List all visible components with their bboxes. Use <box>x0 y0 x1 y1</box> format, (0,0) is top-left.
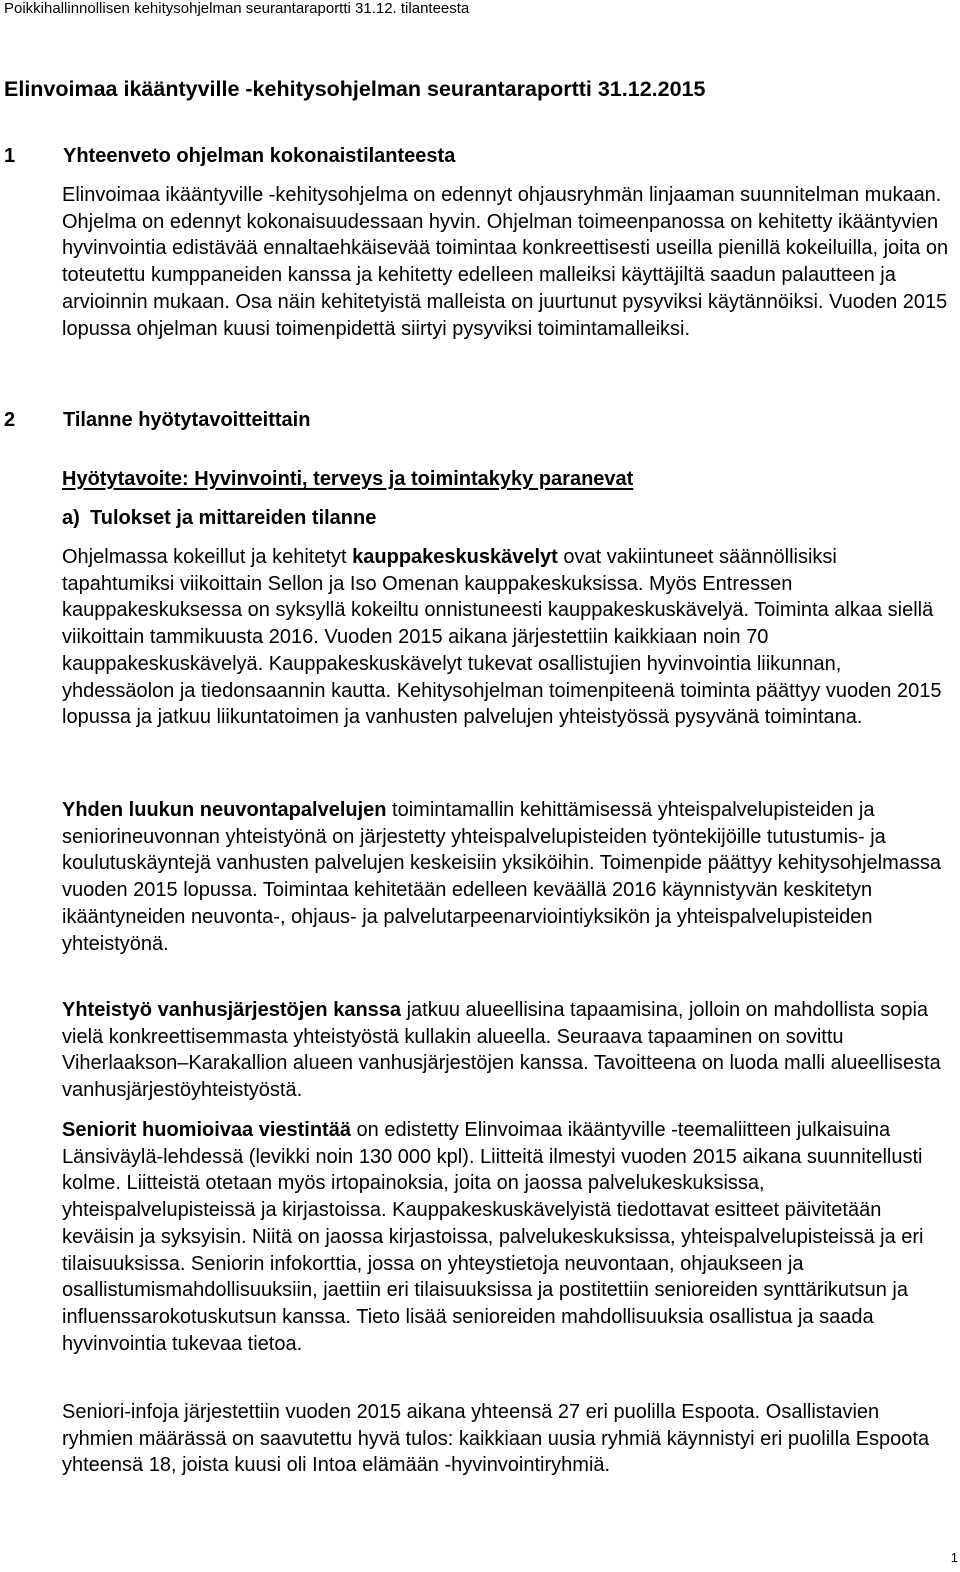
p1-bold: kauppakeskuskävelyt <box>352 546 558 568</box>
p3-rest: jatkuu alueellisina tapaamisina, jolloin on mahdollista sopia vielä konkreettisemmasta yhteistyöstä kullakin alueella. Seuraava tapaaminen on sovittu Viherlaakson–Karakallion alueen vanhusjärjestöjen kanssa. Tavoitteena on luoda malli alueellisesta vanhusjärjestöyhteistyöstä. <box>62 999 941 1102</box>
paragraph-vanhusjarjestot <box>62 997 952 1104</box>
summary-paragraph: Elinvoimaa ikääntyville -kehitysohjelma on edennyt ohjausryhmän linjaaman suunnitelman mukaan. Ohjelma on edennyt kokonaisuudessaan hyvin. Ohjelman toimeenpanossa on kehitetty ikääntyvien hyvinvointia edistävää ennaltaehkäisevää toimintaa konkreettisesti useilla pienillä kokeiluilla, joita on toteutettu kumppaneiden kanssa ja kehitetty edelleen malleiksi käyttäjiltä saadun palautteen ja arvioinnin mukaan. Osa näin kehitetyistä malleista on juurtunut pysyviksi käytännöiksi. Vuoden 2015 lopussa ohjelman kuusi toimenpidettä siirtyi pysyviksi toimintamalleiksi. <box>62 184 949 340</box>
page-number: 1 <box>950 1550 958 1565</box>
p4-bold: Seniorit huomioivaa viestintää <box>62 1119 351 1141</box>
section-1-heading <box>4 143 455 169</box>
p2-rest: toimintamallin kehittämisessä yhteispalvelupisteiden ja seniorineuvonnan yhteistyönä on järjestetty yhteispalvelupisteiden työntekijöille tutustumis- ja koulutuskäyntejä vanhusten palvelujen keskeisiin yksiköihin. Toimenpide päättyy kehitysohjelmassa vuoden 2015 lopussa. Toimintaa kehitetään edelleen keväällä 2016 käynnistyvän keskitetyn ikääntyneiden neuvonta-, ohjaus- ja palvelutarpeenarviointiyksikön ja yhteispalvelupisteiden yhteistyönä. <box>62 799 942 955</box>
section-1-number: 1 <box>4 145 16 167</box>
paragraph-viestinta <box>62 1117 952 1357</box>
section-1-body <box>62 182 952 342</box>
paragraph-neuvontapalvelut <box>62 797 952 957</box>
goal-heading-text: Hyötytavoite: Hyvinvointi, terveys ja toimintakyky paranevat <box>62 468 634 490</box>
p1-lead: Ohjelmassa kokeillut ja kehitetyt <box>62 546 353 568</box>
results-title: Tulokset ja mittareiden tilanne <box>90 507 377 529</box>
p4-rest: on edistetty Elinvoimaa ikääntyville -teemaliitteen julkaisuina Länsiväylä-lehdessä (levikki noin 130 000 kpl). Liitteitä ilmestyi vuoden 2015 aikana suunnitellusti kolme. Liitteistä otetaan myös irtopainoksia, joita on jaossa palvelukeskuksissa, yhteispalvelupisteissä ja kirjastoissa. Kauppakeskuskävelyistä tiedottavat esitteet päivitetään keväisin ja syksyisin. Niitä on jaossa kirjastoissa, palvelukeskuksissa, yhteispalvelupisteissä ja eri tilaisuuksissa. Seniorin infokorttia, jossa on yhteystietoja neuvontaan, ohjaukseen ja osallistumismahdollisuuksiin, jaettiin eri tilaisuuksissa ja postitettiin senioreiden synttärikutsun ja influenssarokotuskutsun kanssa. Tieto lisää senioreiden mahdollisuuksia osallistua ja saada hyvinvointia tukevaa tietoa. <box>62 1119 924 1355</box>
section-1-title: Yhteenveto ohjelman kokonaistilanteesta <box>63 145 456 167</box>
results-marker: a) <box>62 507 80 529</box>
paragraph-seniori-infot <box>62 1399 952 1479</box>
results-heading <box>62 505 376 531</box>
p3-bold: Yhteistyö vanhusjärjestöjen kanssa <box>62 999 402 1021</box>
paragraph-kauppakeskuskavelyt <box>62 544 952 731</box>
running-header: Poikkihallinnollisen kehitysohjelman seurantaraportti 31.12. tilanteesta <box>4 0 470 17</box>
section-2-number: 2 <box>4 409 16 431</box>
goal-heading <box>62 466 633 492</box>
section-2-heading <box>4 407 310 433</box>
p1-rest: ovat vakiintuneet säännöllisiksi tapahtumiksi viikoittain Sellon ja Iso Omenan kauppakeskuksissa. Myös Entressen kauppakeskuksessa on syksyllä kokeiltu onnistuneesti kauppakeskuskävelyä. Toiminta alkaa siellä viikoittain tammikuusta 2016. Vuoden 2015 aikana järjestettiin kaikkiaan noin 70 kauppakeskuskävelyä. Kauppakeskuskävelyt tukevat osallistujien hyvinvointia liikunnan, yhdessäolon ja tiedonsaannin kautta. Kehitysohjelman toimenpiteenä toiminta päättyy vuoden 2015 lopussa ja jatkuu liikuntatoimen ja vanhusten palvelujen yhteistyössä pysyvänä toimintana. <box>62 546 942 729</box>
section-2-title: Tilanne hyötytavoitteittain <box>63 409 311 431</box>
p5-text: Seniori-infoja järjestettiin vuoden 2015 aikana yhteensä 27 eri puolilla Espoota. Osallistavien ryhmien määrässä on saavutettu hyvä tulos: kaikkiaan uusia ryhmiä käynnistyi eri puolilla Espoota yhteensä 18, joista kuusi oli Intoa elämään -hyvinvointiryhmiä. <box>62 1401 930 1477</box>
p2-bold: Yhden luukun neuvontapalvelujen <box>62 799 387 821</box>
document-title: Elinvoimaa ikääntyville -kehitysohjelman seurantaraportti 31.12.2015 <box>4 77 706 101</box>
